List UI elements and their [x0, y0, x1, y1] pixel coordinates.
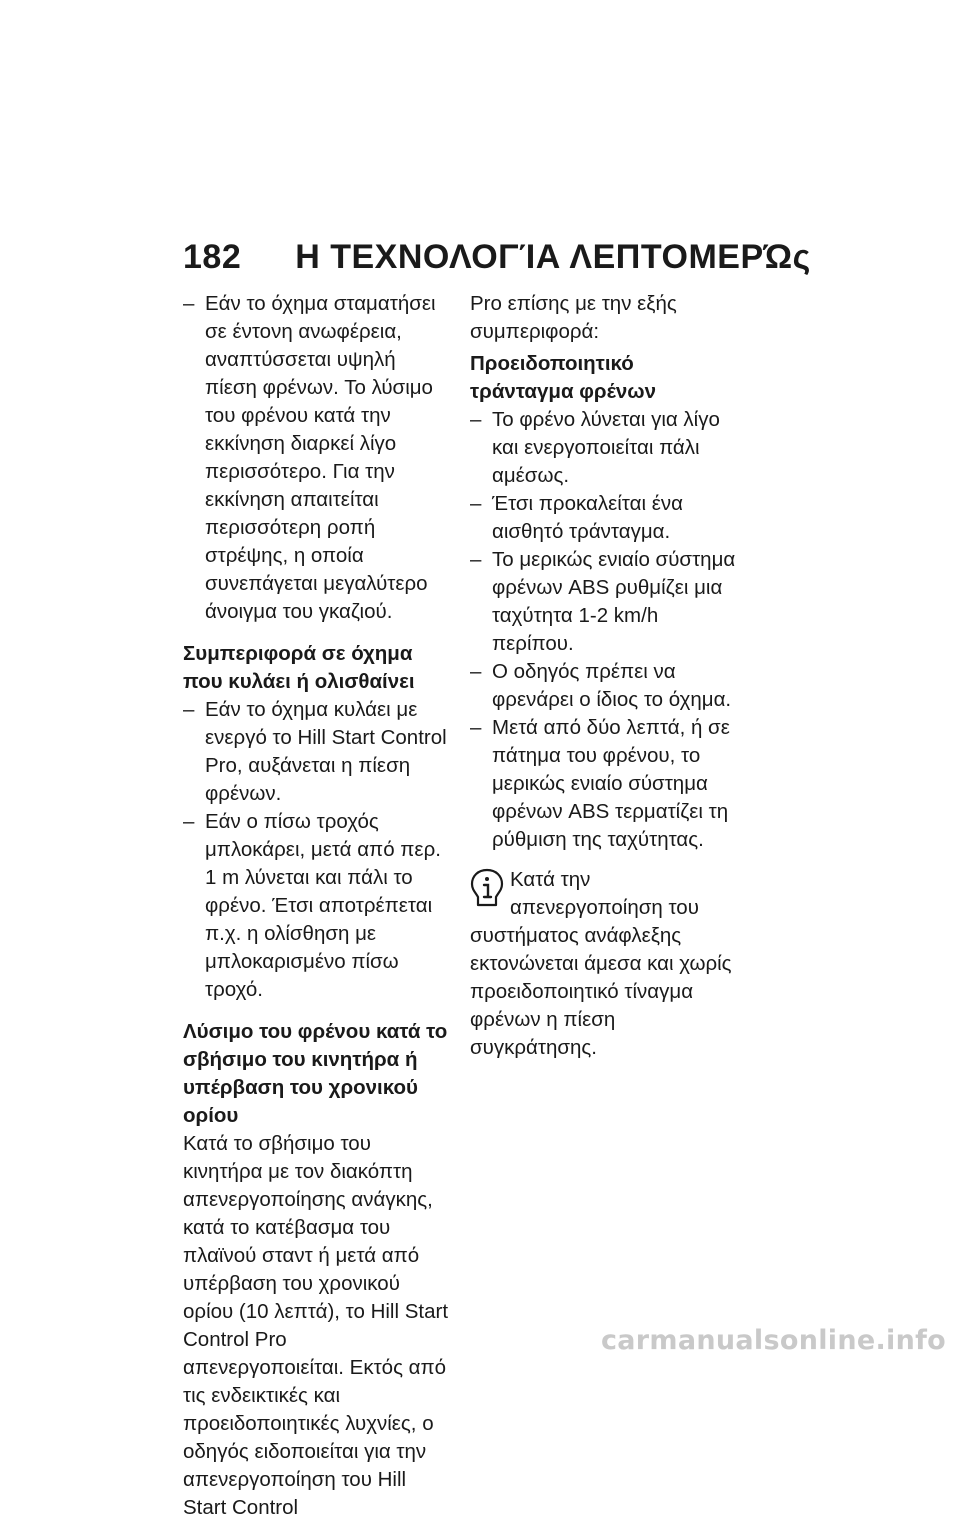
list-item-text: Εάν το όχημα σταματήσει σε έντονη ανωφέρεια, αναπτύσσεται υψηλή πίεση φρένων. Το λύσιμο του φρένου κατά την εκκίνηση διαρκεί λίγο περισσότερο. Για την εκκίνηση απαιτείται περισσότερη ροπή στρέψης, η οποία συνεπάγεται μεγαλύτερο άνοιγμα του γκαζιού. — [205, 292, 436, 623]
list-item-text: Εάν το όχημα κυλάει με ενεργό το Hill Start Control Pro, αυξάνεται η πίεση φρένων. — [205, 698, 447, 805]
dash-marker: – — [470, 492, 482, 515]
page-header — [183, 238, 811, 277]
list-item-text: Το φρένο λύνεται για λίγο και ενεργοποιείται πάλι αμέσως. — [492, 408, 720, 487]
dash-marker: – — [470, 716, 482, 739]
info-note — [470, 866, 740, 1062]
right-column — [470, 290, 740, 1062]
list-item-text: Το μερικώς ενιαίο σύστημα φρένων ABS ρυθμίζει μια ταχύτητα 1-2 km/h περίπου. — [492, 548, 736, 655]
dash-marker: – — [470, 660, 482, 683]
list-item — [470, 546, 740, 658]
list-item-text: Μετά από δύο λεπτά, ή σε πάτημα του φρένου, το μερικώς ενιαίο σύστημα φρένων ABS τερματίζει τη ρύθμιση της ταχύτητας. — [492, 716, 730, 851]
subheading: Προειδοποιητικό τράνταγμα φρένων — [470, 352, 656, 403]
note-text: Κατά την απενεργοποίηση του συστήματος ανάφλεξης εκτονώνεται άμεσα και χωρίς προειδοποιητικό τίναγμα φρένων η πίεση συγκράτησης. — [470, 868, 732, 1059]
body-paragraph: Κατά το σβήσιμο του κινητήρα με τον διακόπτη απενεργοποίησης ανάγκης, κατά το κατέβασμα του πλαϊνού σταντ ή μετά από υπέρβαση του χρονικού ορίου (10 λεπτά), το Hill Start Control Pro απενεργοποιείται. Εκτός από τις ενδεικτικές και προειδοποιητικές λυχνίες, ο οδηγός ειδοποιείται για την απενεργοποίηση του Hill Start Control — [183, 1132, 449, 1519]
dash-marker: – — [470, 548, 482, 571]
left-column — [183, 290, 451, 1522]
dash-marker: – — [183, 292, 195, 315]
list-item-text: Έτσι προκαλείται ένα αισθητό τράνταγμα. — [492, 492, 683, 543]
subheading: Συμπεριφορά σε όχημα που κυλάει ή ολισθαίνει — [183, 642, 415, 693]
body-paragraph: Pro επίσης με την εξής συμπεριφορά: — [470, 292, 677, 343]
subheading: Λύσιμο του φρένου κατά το σβήσιμο του κινητήρα ή υπέρβαση του χρονικού ορίου — [183, 1020, 448, 1127]
dash-marker: – — [183, 810, 195, 833]
list-item — [183, 696, 451, 808]
section-title: Η ΤΕΧΝΟΛΟΓΊΑ ΛΕΠΤΟΜΕΡΏς — [295, 238, 811, 276]
list-item — [470, 658, 740, 714]
list-item — [183, 808, 451, 1004]
list-item — [470, 714, 740, 854]
dash-marker: – — [183, 698, 195, 721]
page-number: 182 — [183, 238, 242, 276]
list-item — [470, 406, 740, 490]
dash-marker: – — [470, 408, 482, 431]
list-item-text: Ο οδηγός πρέπει να φρενάρει ο ίδιος το όχημα. — [492, 660, 732, 711]
list-item — [470, 490, 740, 546]
list-item — [183, 290, 451, 626]
info-icon — [470, 868, 504, 908]
watermark: carmanualsonline.info — [600, 1325, 946, 1356]
list-item-text: Εάν ο πίσω τροχός μπλοκάρει, μετά από περ. 1 m λύνεται και πάλι το φρένο. Έτσι αποτρέπεται π.χ. η ολίσθηση με μπλοκαρισμένο πίσω τροχό. — [205, 810, 441, 1001]
